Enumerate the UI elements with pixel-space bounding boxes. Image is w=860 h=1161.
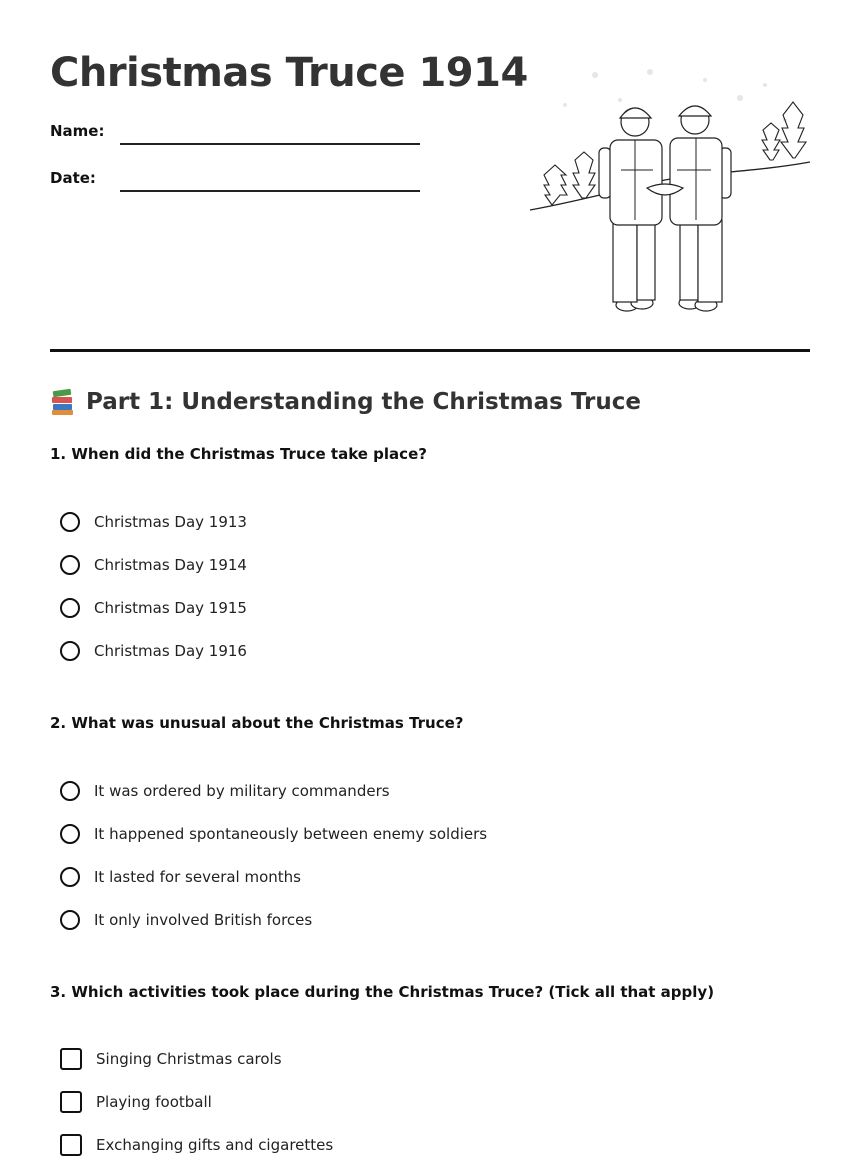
option-label: Christmas Day 1914 bbox=[94, 556, 247, 574]
name-label: Name: bbox=[50, 122, 105, 140]
question-3-option-1[interactable] bbox=[60, 1046, 282, 1072]
question-2-option-4[interactable] bbox=[60, 907, 312, 933]
question-1-option-3[interactable] bbox=[60, 595, 247, 621]
radio-button[interactable] bbox=[60, 512, 80, 532]
radio-button[interactable] bbox=[60, 867, 80, 887]
question-1-option-2[interactable] bbox=[60, 552, 247, 578]
date-field[interactable] bbox=[120, 190, 420, 192]
option-label: Singing Christmas carols bbox=[96, 1050, 282, 1068]
question-2-option-1[interactable] bbox=[60, 778, 390, 804]
option-label: It was ordered by military commanders bbox=[94, 782, 390, 800]
option-label: It only involved British forces bbox=[94, 911, 313, 929]
question-2: 2. What was unusual about the Christmas Truce? bbox=[50, 714, 464, 732]
question-1-option-1[interactable] bbox=[60, 509, 247, 535]
question-1-option-4[interactable] bbox=[60, 638, 247, 664]
question-1: 1. When did the Christmas Truce take place? bbox=[50, 445, 427, 463]
part1-title: Part 1: Understanding the Christmas Truce bbox=[86, 389, 641, 415]
checkbox[interactable] bbox=[60, 1091, 82, 1113]
section-divider bbox=[50, 349, 810, 352]
option-label: It happened spontaneously between enemy soldiers bbox=[94, 825, 488, 843]
checkbox[interactable] bbox=[60, 1048, 82, 1070]
question-2-option-2[interactable] bbox=[60, 821, 487, 847]
option-label: Christmas Day 1915 bbox=[94, 599, 247, 617]
question-2-option-3[interactable] bbox=[60, 864, 301, 890]
question-3: 3. Which activities took place during the Christmas Truce? (Tick all that apply) bbox=[50, 983, 715, 1001]
radio-button[interactable] bbox=[60, 824, 80, 844]
name-field[interactable] bbox=[120, 143, 420, 145]
checkbox[interactable] bbox=[60, 1134, 82, 1156]
option-label: Christmas Day 1913 bbox=[94, 513, 247, 531]
question-3-option-2[interactable] bbox=[60, 1089, 212, 1115]
radio-button[interactable] bbox=[60, 781, 80, 801]
option-label: Playing football bbox=[96, 1093, 212, 1111]
radio-button[interactable] bbox=[60, 910, 80, 930]
option-label: Christmas Day 1916 bbox=[94, 642, 247, 660]
radio-button[interactable] bbox=[60, 598, 80, 618]
question-3-option-3[interactable] bbox=[60, 1132, 333, 1158]
soldiers-handshake-illustration bbox=[525, 60, 815, 325]
worksheet-title: Christmas Truce 1914 bbox=[50, 50, 528, 96]
radio-button[interactable] bbox=[60, 641, 80, 661]
books-icon bbox=[50, 388, 76, 416]
radio-button[interactable] bbox=[60, 555, 80, 575]
option-label: Exchanging gifts and cigarettes bbox=[96, 1136, 334, 1154]
date-label: Date: bbox=[50, 169, 96, 187]
option-label: It lasted for several months bbox=[94, 868, 301, 886]
part1-heading bbox=[50, 388, 641, 416]
